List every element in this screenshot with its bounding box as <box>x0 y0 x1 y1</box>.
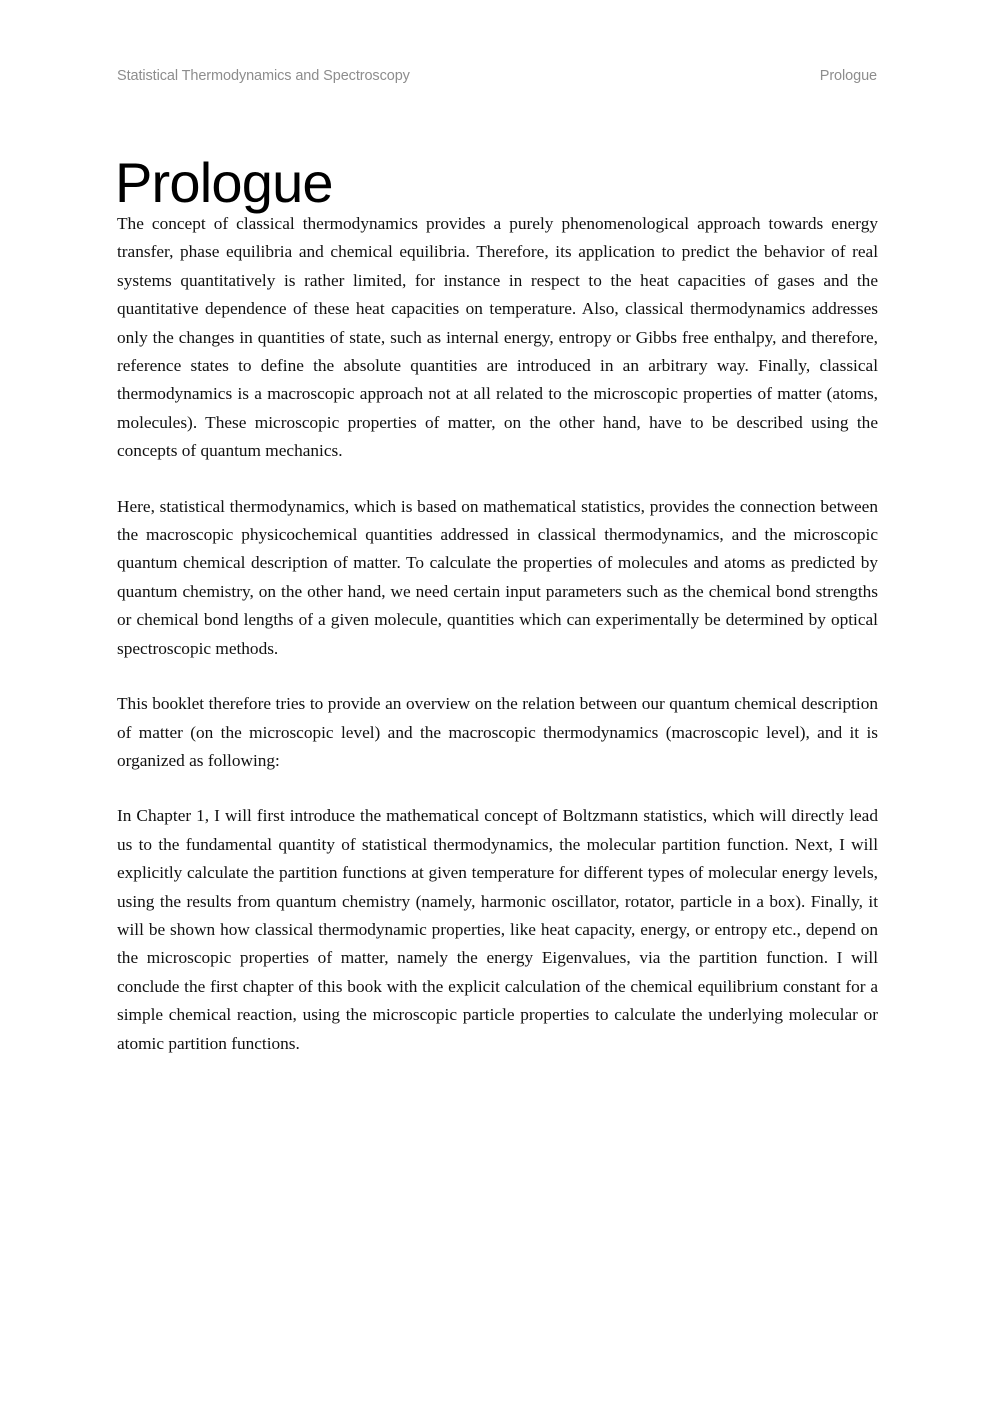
body-paragraph: Here, statistical thermodynamics, which is based on mathematical statistics, provides the connection between the macroscopic physicochemical quantities addressed in classical thermodynamics, and the microscopic quantum chemical description of matter. To calculate the properties of molecules and atoms as predicted by quantum chemistry, on the other hand, we need certain input parameters such as the chemical bond strengths or chemical bond lengths of a given molecule, quantities which can experimentally be determined by optical spectroscopic methods. <box>117 496 878 658</box>
running-header-book-title: Statistical Thermodynamics and Spectroscopy <box>117 68 410 84</box>
running-header <box>117 68 877 85</box>
body-paragraph: The concept of classical thermodynamics provides a purely phenomenological approach towards energy transfer, phase equilibria and chemical equilibria. Therefore, its application to predict the behavior of real systems quantitatively is rather limited, for instance in respect to the heat capacities of gases and the quantitative dependence of these heat capacities on temperature. Also, classical thermodynamics addresses only the changes in quantities of state, such as internal energy, entropy or Gibbs free enthalpy, and therefore, reference states to define the absolute quantities are introduced in an arbitrary way. Finally, classical thermodynamics is a macroscopic approach not at all related to the microscopic properties of matter (atoms, molecules). These microscopic properties of matter, on the other hand, have to be described using the concepts of quantum mechanics. <box>117 214 878 461</box>
body-paragraph: This booklet therefore tries to provide an overview on the relation between our quantum chemical description of matter (on the microscopic level) and the macroscopic thermodynamics (macroscopic level), and it is organized as following: <box>117 694 878 770</box>
running-header-chapter-name: Prologue <box>819 68 877 84</box>
body-text-block <box>117 210 878 1058</box>
page-title: Prologue <box>115 150 333 214</box>
body-paragraph: In Chapter 1, I will first introduce the mathematical concept of Boltzmann statistics, which will directly lead us to the fundamental quantity of statistical thermodynamics, the molecular partition function. Next, I will explicitly calculate the partition functions at given temperature for different types of molecular energy levels, using the results from quantum chemistry (namely, harmonic oscillator, rotator, particle in a box). Finally, it will be shown how classical thermodynamic properties, like heat capacity, energy, or entropy etc., depend on the microscopic properties of matter, namely the energy Eigenvalues, via the partition function. I will conclude the first chapter of this book with the explicit calculation of the chemical equilibrium constant for a simple chemical reaction, using the microscopic particle properties to calculate the underlying molecular or atomic partition functions. <box>117 806 878 1053</box>
